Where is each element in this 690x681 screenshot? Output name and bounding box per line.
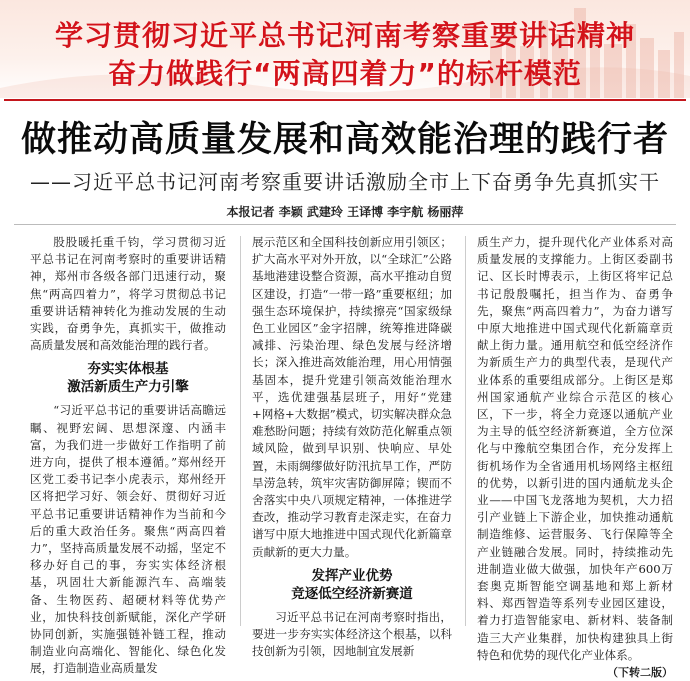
paragraph: 股股暖托重千钧，学习贯彻习近平总书记在河南考察时的重要讲话精神，郑州市各级各部门迅速行动，聚焦“两高四着力”，将学习贯彻总书记重要讲话精神转化为推动发展的生动实践，奋勇争先，真抓实干，做推动高质量发展和高效能治理的践行者。 — [30, 235, 226, 353]
paragraph: 习近平总书记在河南考察时指出，要进一步夯实实体经济这个根基，以科技创新为引领，因地制宜发展新 — [252, 609, 452, 659]
banner-title-line1: 学习贯彻习近平总书记河南考察重要讲话精神 — [54, 19, 635, 52]
section-heading-line: 发挥产业优势 — [311, 567, 393, 584]
article-byline: 本报记者 李颖 武建玲 王译博 李宇航 杨丽萍 — [226, 205, 464, 219]
continued-on-page-note[interactable]: （下转二版） — [607, 666, 673, 680]
article-column-2 — [252, 234, 452, 659]
byline-divider — [14, 224, 676, 225]
column-divider-1 — [240, 236, 241, 626]
article-subheadline: ——习近平总书记河南考察重要讲话激励全市上下奋勇争先真抓实干 — [30, 170, 660, 194]
paragraph: 展示范区和全国科技创新应用引领区；扩大高水平对外开放，以“全球汇”公路基地港建设整合资源，高水平推动自贸区建设，打造“一带一路”重要枢纽；加强生态环境保护，持续擦亮“国家级绿色工业园区”金字招牌，统筹推进降碳减排、污染治理、绿色发展与经济增长；深入推进高效能治理，用心用情强基固本，提升党建引领高效能治理水平，选优建强基层班子，用好“党建+网格+大数据”模式，切实解决群众急难愁盼问题；持续有效防范化解重点领域风险，做到早识别、快响应、早处置，未雨绸缪做好防汛抗旱工作，严防旱涝急转，筑牢灾害防御屏障；锲而不舍落实中央八项规定精神，一体推进学查改，推动学习教育走深走实，在奋力谱写中原大地推进中国式现代化新篇章贡献新的更大力量。 — [252, 235, 452, 559]
section-heading-1 — [30, 360, 226, 396]
article-headline: 做推动高质量发展和高效能治理的践行者 — [20, 120, 669, 160]
column-divider-2 — [465, 236, 466, 626]
section-heading-line: 激活新质生产力引擎 — [67, 379, 189, 396]
paragraph: “习近平总书记的重要讲话高瞻远瞩、视野宏阔、思想深邃、内涵丰富，为我们进一步做好工作指明了前进方向，提供了根本遵循。”郑州经开区党工委书记李小虎表示，郑州经开区将把学习好、领会好、贯彻好习近平总书记重要讲话精神作为当前和今后的重大政治任务。聚焦“两高四着力”，坚持高质量发展不动摇，坚定不移办好自己的事，夯实实体经济根基，巩固壮大新能源汽车、高端装备、生物医药、超硬材料等优势产业，加快科技创新赋能，深化产学研协同创新，实施强链补链工程，推动制造业向高端化、智能化、绿色化发展，打造制造业高质量发 — [30, 403, 226, 676]
paragraph-text: 质生产力，提升现代化产业体系对高质量发展的支撑能力。上街区委副书记、区长时博表示，上街区将牢记总书记殷殷嘱托，担当作为、奋勇争先，聚焦“两高四着力”，为奋力谱写中原大地推进中国式现代化新篇章贡献上街力量。通用航空和低空经济作为新质生产力的典型代表，是现代产业体系的重要组成部分。上街区是郑州国家通航产业综合示范区的核心区，下一步，将全力竞逐以通航产业为主导的低空经济新赛道，全方位深化与中豫航空集团合作，充分发挥上街机场作为全省通用机场网络主枢纽的优势，以新引进的国内通航龙头企业——中国飞龙落地为契机，大力招引产业链上下游企业，加快推动通航制造维修、运营服务、飞行保障等全产业链融合发展。同时，持续推动先进制造业做大做强，加快年产600万套奥克斯智能空调基地和郑上新材料、郑西智造等系列专业园区建设，着力打造智能家电、新材料、装备制造三大产业集群，加快构建独具上街特色和优势的现代化产业体系。 — [477, 235, 673, 662]
section-heading-line: 夯实实体根基 — [87, 361, 169, 378]
paragraph — [477, 234, 673, 680]
banner-divider — [4, 99, 686, 101]
section-heading-line: 竞逐低空经济新赛道 — [291, 585, 413, 602]
section-heading-2 — [252, 567, 452, 603]
banner-title-line2: 奋力做践行“两高四着力”的标杆模范 — [108, 57, 582, 90]
article-column-3 — [477, 234, 673, 680]
header-banner — [0, 0, 690, 98]
article-column-1 — [30, 234, 226, 676]
